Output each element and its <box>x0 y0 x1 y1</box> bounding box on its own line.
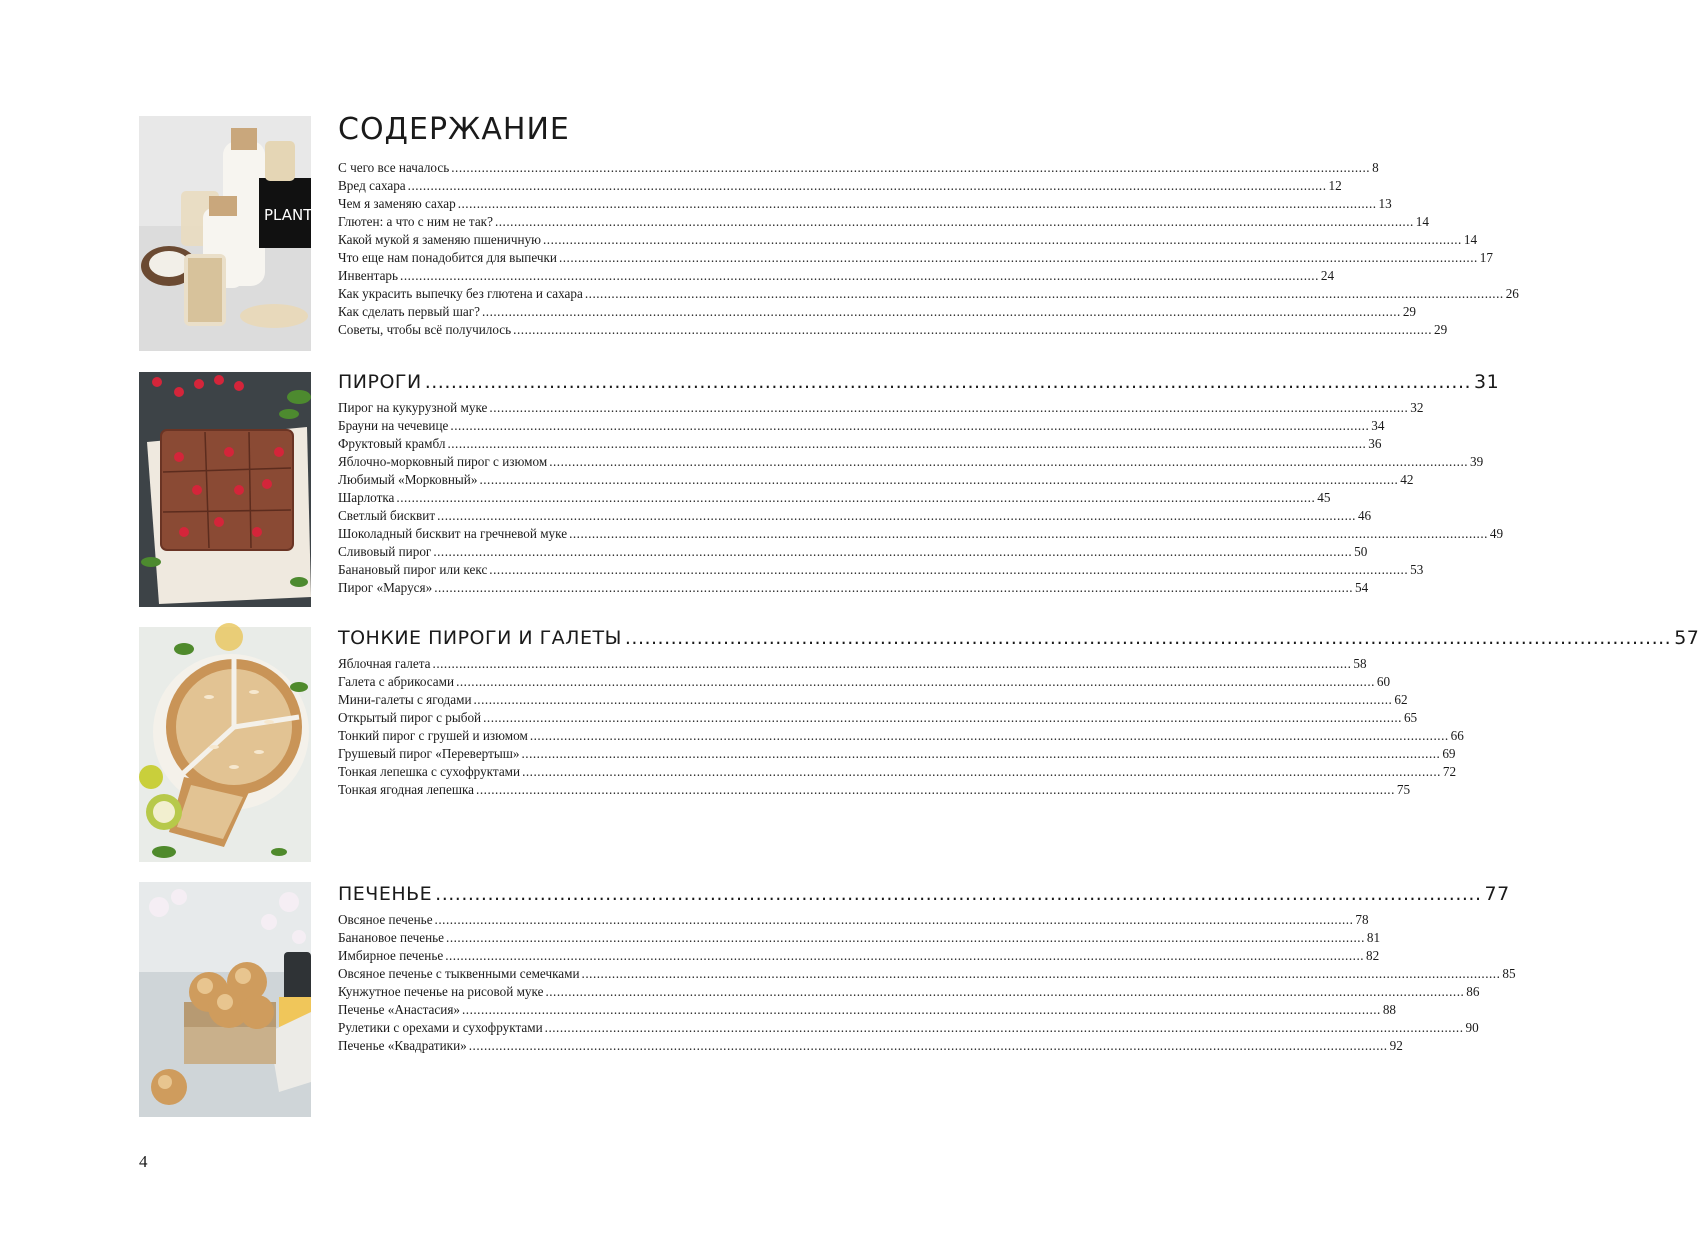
entry-page: 88 <box>1382 1002 1397 1017</box>
toc-entry[interactable] <box>338 579 1369 597</box>
dot-leader <box>450 417 1369 435</box>
entry-page: 60 <box>1376 674 1391 689</box>
entry-title: Что еще нам понадобится для выпечки <box>338 250 557 265</box>
entry-page: 82 <box>1366 948 1380 963</box>
entry-title: Какой мукой я заменяю пшеничную <box>338 232 541 247</box>
entry-page: 14 <box>1415 214 1429 229</box>
dot-leader <box>522 763 1441 781</box>
entry-title: Рулетики с орехами и сухофруктами <box>338 1020 543 1035</box>
section-heading[interactable] <box>338 627 1699 655</box>
page-title <box>338 112 810 147</box>
dot-leader <box>437 507 1356 525</box>
entry-page: 26 <box>1505 286 1519 301</box>
entry-title: Сливовый пирог <box>338 544 432 559</box>
entry-page: 75 <box>1396 782 1411 797</box>
toc-entry[interactable] <box>338 453 1484 471</box>
entry-page: 17 <box>1479 250 1493 265</box>
dot-leader <box>545 1019 1464 1037</box>
plant-sign-text: PLANT- <box>264 206 317 224</box>
dot-leader <box>435 883 1481 905</box>
entry-page: 62 <box>1394 692 1408 707</box>
entry-page: 54 <box>1355 580 1369 595</box>
dot-leader <box>469 1037 1388 1055</box>
entry-page: 34 <box>1371 418 1385 433</box>
almond-galette-photo <box>139 627 311 862</box>
dot-leader <box>433 543 1352 561</box>
entry-page: 42 <box>1400 472 1414 487</box>
entry-page: 36 <box>1368 436 1382 451</box>
dot-leader <box>447 435 1366 453</box>
entry-page: 90 <box>1465 1020 1479 1035</box>
dot-leader <box>545 983 1464 1001</box>
entry-title: Грушевый пирог «Перевертыш» <box>338 746 520 761</box>
entry-page: 13 <box>1378 196 1392 211</box>
toc-entry[interactable] <box>338 417 1385 435</box>
section-title: ПИРОГИ <box>338 371 422 393</box>
toc-entry-list <box>338 655 1464 799</box>
toc-entry[interactable] <box>338 249 1493 267</box>
section-page: 31 <box>1474 371 1500 393</box>
toc-entry[interactable] <box>338 929 1381 947</box>
entry-page: 92 <box>1389 1038 1403 1053</box>
toc-entry[interactable] <box>338 983 1480 1001</box>
dot-leader <box>549 453 1468 471</box>
toc-section-cookies <box>338 883 1516 1055</box>
toc-entry[interactable] <box>338 727 1464 745</box>
section-title: СОДЕРЖАНИЕ <box>338 112 570 147</box>
dot-leader <box>474 691 1393 709</box>
entry-title: Как украсить выпечку без глютена и сахара <box>338 286 583 301</box>
raspberry-brownie-photo <box>139 372 311 607</box>
entry-title: Чем я заменяю сахар <box>338 196 456 211</box>
entry-title: Советы, чтобы всё получилось <box>338 322 512 337</box>
toc-section-intro <box>338 112 1519 339</box>
entry-title: Овсяное печенье <box>338 912 433 927</box>
toc-entry[interactable] <box>338 1019 1479 1037</box>
dot-leader <box>489 561 1408 579</box>
dot-leader <box>530 727 1449 745</box>
toc-entry[interactable] <box>338 525 1504 543</box>
section-title: ПЕЧЕНЬЕ <box>338 883 433 905</box>
entry-title: Печенье «Квадратики» <box>338 1038 467 1053</box>
entry-page: 29 <box>1402 304 1417 319</box>
dot-leader <box>585 285 1504 303</box>
entry-title: Шоколадный бисквит на гречневой муке <box>338 526 568 541</box>
toc-entry[interactable] <box>338 231 1478 249</box>
toc-entry-list <box>338 399 1504 597</box>
dot-leader <box>625 627 1671 649</box>
dot-leader <box>513 321 1432 339</box>
entry-title: Имбирное печенье <box>338 948 444 963</box>
toc-entry[interactable] <box>338 745 1456 763</box>
entry-page: 72 <box>1442 764 1457 779</box>
entry-title: Вред сахара <box>338 178 406 193</box>
entry-title: Как сделать первый шаг? <box>338 304 480 319</box>
entry-title: Мини-галеты с ягодами <box>338 692 472 707</box>
entry-page: 14 <box>1463 232 1478 247</box>
entry-page: 65 <box>1403 710 1418 725</box>
entry-page: 12 <box>1328 178 1342 193</box>
dot-leader <box>400 267 1319 285</box>
toc-entry[interactable] <box>338 213 1429 231</box>
entry-title: Брауни на чечевице <box>338 418 449 433</box>
dot-leader <box>482 303 1401 321</box>
entry-title: Пирог «Маруся» <box>338 580 433 595</box>
dot-leader <box>462 1001 1381 1019</box>
entry-page: 66 <box>1450 728 1464 743</box>
entry-page: 86 <box>1466 984 1480 999</box>
cookies-basket-photo <box>139 882 311 1117</box>
entry-page: 58 <box>1353 656 1367 671</box>
toc-entry[interactable] <box>338 507 1372 525</box>
entry-page: 8 <box>1372 160 1379 175</box>
entry-title: Шарлотка <box>338 490 395 505</box>
entry-page: 32 <box>1410 400 1424 415</box>
toc-entry[interactable] <box>338 1001 1397 1019</box>
section-heading[interactable] <box>338 371 1500 399</box>
dot-leader <box>456 673 1375 691</box>
dot-leader <box>479 471 1398 489</box>
entry-page: 50 <box>1354 544 1368 559</box>
entry-title: Фруктовый крамбл <box>338 436 446 451</box>
dot-leader <box>476 781 1395 799</box>
dot-leader <box>489 399 1408 417</box>
entry-page: 78 <box>1355 912 1369 927</box>
toc-entry[interactable] <box>338 691 1408 709</box>
toc-entry[interactable] <box>338 471 1414 489</box>
entry-title: Банановый пирог или кекс <box>338 562 488 577</box>
entry-title: Банановое печенье <box>338 930 445 945</box>
toc-entry[interactable] <box>338 947 1380 965</box>
entry-page: 46 <box>1357 508 1372 523</box>
entry-page: 53 <box>1410 562 1424 577</box>
entry-title: Пирог на кукурузной муке <box>338 400 488 415</box>
dot-leader <box>434 579 1353 597</box>
entry-title: Светлый бисквит <box>338 508 436 523</box>
entry-page: 85 <box>1502 966 1516 981</box>
toc-entry[interactable] <box>338 489 1331 507</box>
entry-title: Яблочно-морковный пирог с изюмом <box>338 454 548 469</box>
entry-title: Инвентарь <box>338 268 399 283</box>
toc-entry[interactable] <box>338 321 1448 339</box>
entry-title: С чего все началось <box>338 160 450 175</box>
entry-title: Тонкая лепешка с сухофруктами <box>338 764 521 779</box>
entry-title: Галета с абрикосами <box>338 674 455 689</box>
entry-page: 24 <box>1320 268 1335 283</box>
dot-leader <box>582 965 1501 983</box>
entry-title: Овсяное печенье с тыквенными семечками <box>338 966 580 981</box>
toc-entry[interactable] <box>338 655 1367 673</box>
toc-entry[interactable] <box>338 543 1368 561</box>
entry-title: Яблочная галета <box>338 656 431 671</box>
toc-entry[interactable] <box>338 1037 1403 1055</box>
entry-title: Кунжутное печенье на рисовой муке <box>338 984 544 999</box>
toc-entry[interactable] <box>338 911 1369 929</box>
entry-page: 39 <box>1470 454 1484 469</box>
section-page: 57 <box>1674 627 1699 649</box>
section-page: 77 <box>1484 883 1510 905</box>
toc-entry[interactable] <box>338 763 1457 781</box>
toc-entry[interactable] <box>338 159 1379 177</box>
dot-leader <box>408 177 1327 195</box>
toc-entry[interactable] <box>338 195 1392 213</box>
entry-title: Тонкий пирог с грушей и изюмом <box>338 728 528 743</box>
toc-section-pies <box>338 371 1504 597</box>
dot-leader <box>445 947 1364 965</box>
entry-title: Глютен: а что с ним не так? <box>338 214 493 229</box>
entry-title: Тонкая ягодная лепешка <box>338 782 475 797</box>
entry-title: Печенье «Анастасия» <box>338 1002 460 1017</box>
dot-leader <box>396 489 1315 507</box>
toc-entry[interactable] <box>338 781 1411 799</box>
toc-entry[interactable] <box>338 673 1391 691</box>
dot-leader <box>435 911 1354 929</box>
dot-leader <box>483 709 1402 727</box>
dot-leader <box>425 371 1471 393</box>
entry-title: Любимый «Морковный» <box>338 472 478 487</box>
dot-leader <box>495 213 1414 231</box>
entry-page: 81 <box>1366 930 1381 945</box>
dot-leader <box>559 249 1478 267</box>
entry-page: 49 <box>1489 526 1504 541</box>
section-title: ТОНКИЕ ПИРОГИ И ГАЛЕТЫ <box>338 627 622 649</box>
toc-entry[interactable] <box>338 399 1424 417</box>
toc-entry[interactable] <box>338 709 1418 727</box>
dot-leader <box>569 525 1488 543</box>
toc-entry[interactable] <box>338 561 1424 579</box>
section-heading[interactable] <box>338 883 1510 911</box>
plant-milk-photo <box>139 116 317 351</box>
dot-leader <box>433 655 1352 673</box>
toc-entry[interactable] <box>338 965 1516 983</box>
toc-entry[interactable] <box>338 285 1519 303</box>
toc-entry[interactable] <box>338 303 1417 321</box>
page-number: 4 <box>139 1152 148 1171</box>
dot-leader <box>543 231 1462 249</box>
dot-leader <box>521 745 1440 763</box>
dot-leader <box>451 159 1370 177</box>
toc-entry[interactable] <box>338 177 1342 195</box>
entry-title: Открытый пирог с рыбой <box>338 710 482 725</box>
entry-page: 45 <box>1317 490 1331 505</box>
entry-page: 29 <box>1434 322 1448 337</box>
toc-entry[interactable] <box>338 435 1382 453</box>
toc-entry-list <box>338 911 1516 1055</box>
dot-leader <box>458 195 1377 213</box>
entry-page: 69 <box>1442 746 1456 761</box>
dot-leader <box>446 929 1365 947</box>
toc-entry[interactable] <box>338 267 1335 285</box>
toc-section-galettes <box>338 627 1699 799</box>
toc-entry-list <box>338 159 1519 339</box>
